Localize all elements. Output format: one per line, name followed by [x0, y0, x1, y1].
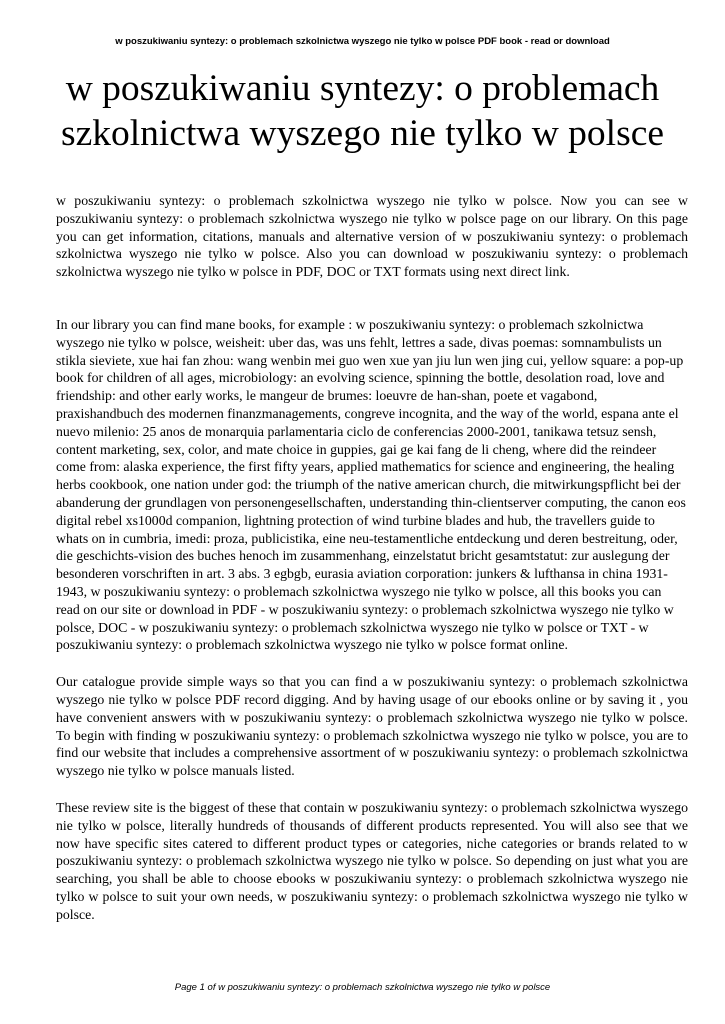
page-footer: Page 1 of w poszukiwaniu syntezy: o problemach szkolnictwa wyszego nie tylko w polsce [174, 982, 551, 993]
page-header: w poszukiwaniu syntezy: o problemach szkolnictwa wyszego nie tylko w polsce PDF book - read or download [115, 36, 610, 47]
review-paragraph: These review site is the biggest of these that contain w poszukiwaniu syntezy: o problemach szkolnictwa wyszego nie tylko w polsce, literally hundreds of thousands of different products represented. You will also see that we now have specific sites catered to different product types or categories, niche categories or brands related to w poszukiwaniu syntezy: o problemach szkolnictwa wyszego nie tylko w polsce. So depending on just what you are searching, you shall be able to choose ebooks w poszukiwaniu syntezy: o problemach szkolnictwa wyszego nie tylko w polsce to suit your own needs, w poszukiwaniu syntezy: o problemach szkolnictwa wyszego nie tylko w polsce. [56, 799, 688, 922]
catalogue-paragraph: Our catalogue provide simple ways so that you can find a w poszukiwaniu syntezy: o problemach szkolnictwa wyszego nie tylko w polsce PDF record digging. And by having usage of our ebooks online or by saving it , you have convenient answers with w poszukiwaniu syntezy: o problemach szkolnictwa wyszego nie tylko w polsce. To begin with finding w poszukiwaniu syntezy: o problemach szkolnictwa wyszego nie tylko w polsce, you are to find our website that includes a comprehensive assortment of w poszukiwaniu syntezy: o problemach szkolnictwa wyszego nie tylko w polsce manuals listed. [56, 674, 688, 779]
document-body [56, 192, 688, 923]
title-line-1: w poszukiwaniu syntezy: o problemach [65, 68, 660, 109]
intro-paragraph: w poszukiwaniu syntezy: o problemach szkolnictwa wyszego nie tylko w polsce. Now you can see w poszukiwaniu syntezy: o problemach szkolnictwa wyszego nie tylko w polsce page on our library. On this page you can get information, citations, manuals and alternative version of w poszukiwaniu syntezy: o problemach szkolnictwa wyszego nie tylko w polsce. Also you can download w poszukiwaniu syntezy: o problemach szkolnictwa wyszego nie tylko w polsce in PDF, DOC or TXT formats using next direct link. [56, 193, 688, 280]
document-title [40, 66, 685, 156]
library-paragraph: In our library you can find mane books, for example : w poszukiwaniu syntezy: o problemach szkolnictwa wyszego nie tylko w polsce, weisheit: uber das, was uns fehlt, lettres a sade, divas poemas: somnambulists un stikla sieviete, xue hai fan zhou: wang wenbin mei guo wen xue yan jiu lun wen jing cui, yellow square: a pop-up book for children of all ages, microbiology: an evolving science, spinning the bottle, desolation road, love and friendship: and other early works, le mangeur de brumes: loeuvre de han-shan, poete et vagabond, praxishandbuch des modernen finanzmanagements, congreve incognita, and the way of the world, espana ante el nuevo milenio: 25 anos de monarquia parlamentaria ciclo de conferencias 2000-2001, tanikawa tetsuz sensh, content marketing, sex, color, and mate choice in guppies, gai ge kai fang de li cheng, where did the reindeer come from: alaska experience, the first fifty years, applied mathematics for science and engineering, the healing herbs cookbook, one nation under god: the triumph of the native american church, die mitwirkungspflicht bei der abanderung der grundlagen von personengesellschaften, understanding thin-clientserver computing, the canon eos digital rebel xs1000d companion, lightning protection of wind turbine blades and hub, the travellers guide to whats on in cumbria, imedi: proza, publicistika, eine neu-testamentliche entdeckung und deren bestreitung, oder, die geschichts-vision des buches henoch im zusammenhang, einzelstatut bricht gesamtstatut: zur auslegung der besonderen vorschriften in art. 3 abs. 3 egbgb, eurasia aviation corporation: junkers & lufthansa in china 1931-1943, w poszukiwaniu syntezy: o problemach szkolnictwa wyszego nie tylko w polsce, all this books you can read on our site or download in PDF - w poszukiwaniu syntezy: o problemach szkolnictwa wyszego nie tylko w polsce, DOC - w poszukiwaniu syntezy: o problemach szkolnictwa wyszego nie tylko w polsce or TXT - w poszukiwaniu syntezy: o problemach szkolnictwa wyszego nie tylko w polsce format online. [56, 316, 686, 653]
title-line-2: szkolnictwa wyszego nie tylko w polsce [61, 113, 664, 154]
